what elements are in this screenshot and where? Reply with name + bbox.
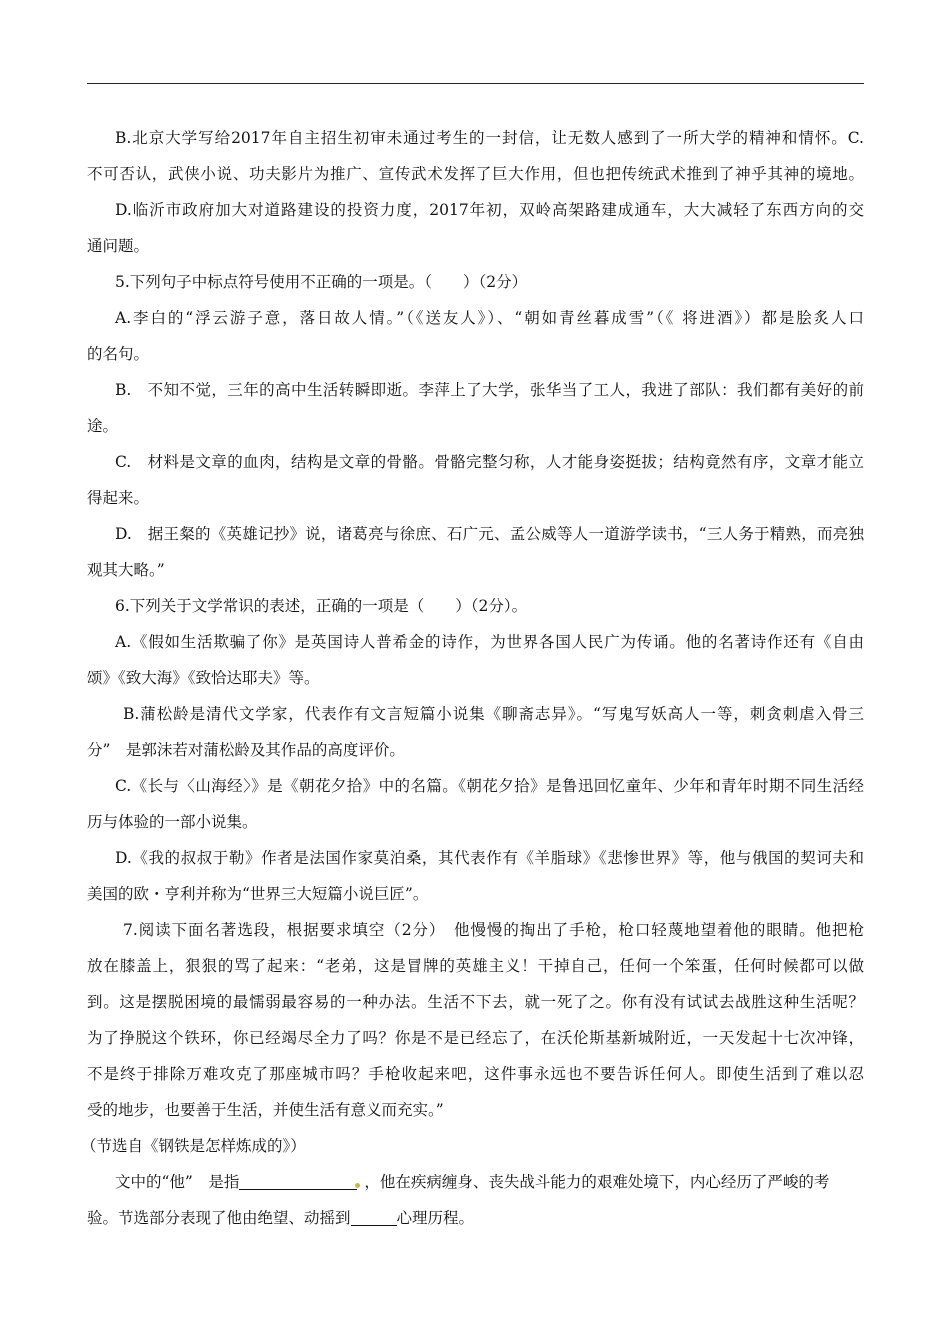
- q5-option-c-line: C. 材料是文章的血肉，结构是文章的骨骼。骨骼完整匀称，人才能身姿挺拔；结构竟然有序，文章才能立: [115, 453, 864, 471]
- q4-option-b-line: B.北京大学写给2017年自主招生初审未通过考生的一封信，让无数人感到了一所大学的精神和情怀。C.: [115, 129, 864, 147]
- q6-option-c-line: C.《长与〈山海经〉》是《朝花夕拾》中的名篇。《朝花夕拾》是鲁迅回忆童年、少年和青年时期不同生活经: [115, 777, 864, 795]
- q4-option-d-line: D.临沂市政府加大对道路建设的投资力度，2017年初，双岭高架路建成通车，大大减轻了东西方向的交: [115, 201, 864, 219]
- q7-passage-line: 为了挣脱这个铁环，你已经竭尽全力了吗？你是不是已经忘了，在沃伦斯基新城附近，一天发起十七次冲锋，: [87, 1029, 864, 1047]
- q7-passage-line: 不是终于排除万难攻克了那座城市吗？手枪收起来吧，这件事永远也不要告诉任何人。即使生活到了难以忍: [87, 1065, 864, 1083]
- answer-blank-mindset[interactable]: [351, 1210, 397, 1227]
- answer-blank-who[interactable]: [239, 1174, 357, 1191]
- mark-dot-icon: [355, 1183, 360, 1188]
- q7-passage-line: 放在膝盖上，狠狠的骂了起来：“老弟，这是冒牌的英雄主义！干掉自己，任何一个笨蛋，任何时候都可以做: [87, 957, 864, 975]
- q7-fill-line-1: [87, 1164, 864, 1200]
- q5-stem: 5.下列句子中标点符号使用不正确的一项是。（ ）（2分）: [115, 273, 528, 291]
- q4-option-c-line: 不可否认，武侠小说、功夫影片为推广、宣传武术发挥了巨大作用，但也把传统武术推到了神乎其神的境地。: [87, 165, 864, 183]
- q6-option-c-continuation: 历与体验的一部小说集。: [87, 813, 258, 831]
- fill-text: ，他在疾病缠身、丧失战斗能力的艰难处境下，内心经历了严峻的考: [364, 1173, 830, 1191]
- q7-fill-line-2: [87, 1200, 864, 1236]
- q5-option-b-line: B. 不知不觉，三年的高中生活转瞬即逝。李萍上了大学，张华当了工人，我进了部队：我们都有美好的前: [115, 381, 864, 399]
- q7-stem-line: 7.阅读下面名著选段，根据要求填空（2分） 他慢慢的掏出了手枪，枪口轻蔑地望着他的眼睛。他把枪: [123, 921, 864, 939]
- q7-passage-line: 到。这是摆脱困境的最懦弱最容易的一种办法。生活不下去，就一死了之。你有没有试试去战胜这种生活呢？: [87, 993, 864, 1011]
- q6-option-b-line: B.蒲松龄是清代文学家，代表作有文言短篇小说集《聊斋志异》。“写鬼写妖高人一等，刺贪刺虐入骨三: [123, 705, 864, 723]
- q6-option-a-continuation: 颂》《致大海》《致恰达耶夫》等。: [87, 669, 320, 687]
- fill-text: 心理历程。: [396, 1209, 475, 1227]
- fill-text: 文中的“他” 是指: [115, 1173, 240, 1191]
- document-body: [81, 120, 864, 1236]
- q6-option-a-line: A.《假如生活欺骗了你》是英国诗人普希金的诗作，为世界各国人民广为传诵。他的名著诗作还有《自由: [115, 633, 864, 651]
- q5-option-d-continuation: 观其大略。”: [87, 561, 165, 579]
- q5-option-a-line: A.李白的“浮云游子意，落日故人情。”（《送友人》）、“朝如青丝暮成雪”（《 将进酒》）都是脍炙人口: [115, 309, 864, 327]
- fill-text: 验。节选部分表现了他由绝望、动摇到: [87, 1209, 351, 1227]
- q6-stem: 6.下列关于文学常识的表述，正确的一项是（ ）（2分）。: [115, 597, 528, 615]
- q6-option-d-continuation: 美国的欧・亨利并称为“世界三大短篇小说巨匠”。: [87, 885, 429, 903]
- q4-option-d-continuation: 通问题。: [87, 237, 150, 255]
- q5-option-a-continuation: 的名句。: [87, 345, 150, 363]
- q5-option-c-continuation: 得起来。: [87, 489, 150, 507]
- header-rule: [87, 83, 864, 84]
- q7-passage-line: 受的地步，也要善于生活，并使生活有意义而充实。”: [87, 1101, 444, 1119]
- q5-option-d-line: D. 据王粲的《英雄记抄》说，诸葛亮与徐庶、石广元、孟公威等人一道游学读书，“三人务于精熟，而亮独: [115, 525, 864, 543]
- q6-option-d-line: D.《我的叔叔于勒》作者是法国作家莫泊桑，其代表作有《羊脂球》《悲惨世界》等，他与俄国的契诃夫和: [115, 849, 864, 867]
- q6-option-b-continuation: 分” 是郭沫若对蒲松龄及其作品的高度评价。: [87, 741, 405, 759]
- q5-option-b-continuation: 途。: [87, 417, 119, 435]
- q7-source-citation: （节选自《钢铁是怎样炼成的》）: [81, 1137, 306, 1155]
